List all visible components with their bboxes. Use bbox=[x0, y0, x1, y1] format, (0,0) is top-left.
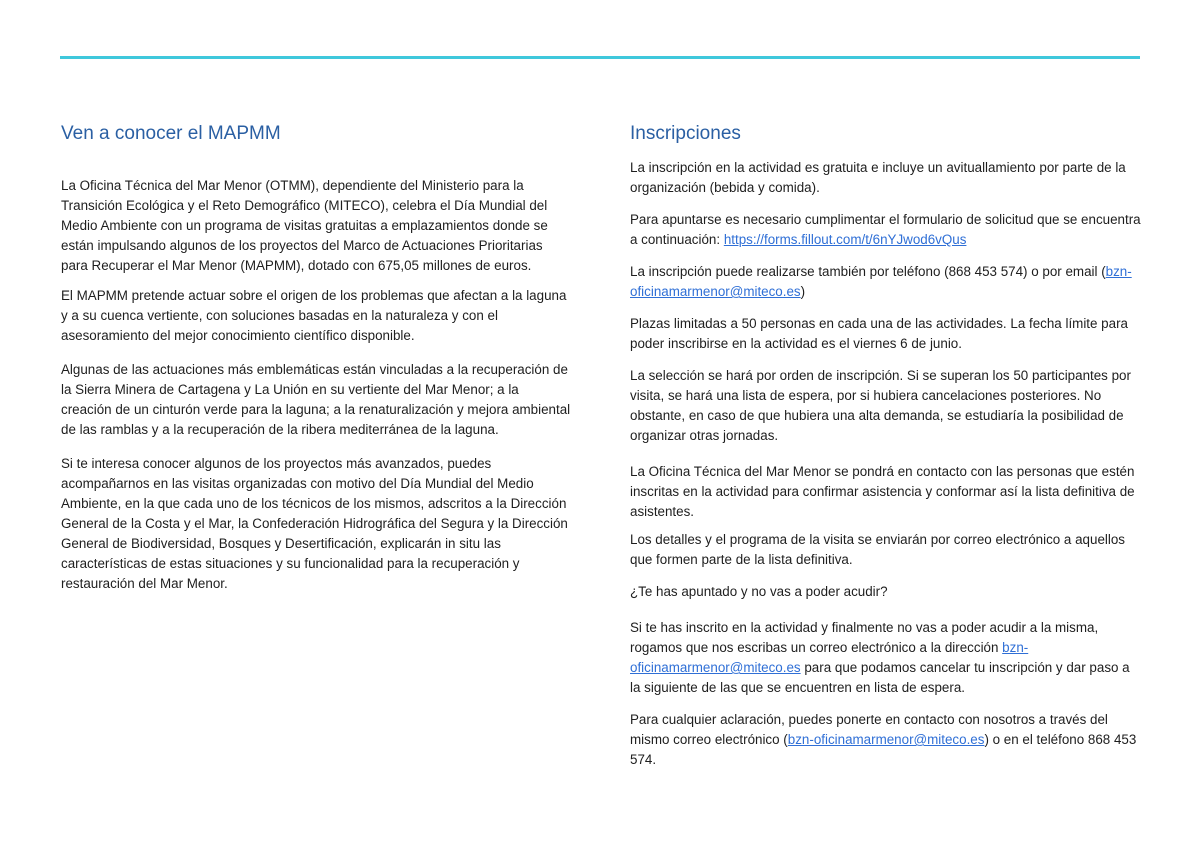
email-link[interactable]: bzn-oficinamarmenor@miteco.es bbox=[630, 264, 1132, 299]
paragraph-contact-confirmation: La Oficina Técnica del Mar Menor se pondrá en contacto con las personas que estén inscritas en la actividad para confirmar asistencia y conformar así la lista definitiva de asistentes. bbox=[630, 464, 1135, 519]
phone-email-end: ) bbox=[800, 284, 806, 299]
cancel-email-link[interactable]: bzn-oficinamarmenor@miteco.es bbox=[630, 640, 1029, 675]
section-heading-inscripciones: Inscripciones bbox=[630, 123, 741, 144]
clarification-text-end: ) o en el teléfono 868 453 574. bbox=[630, 732, 1137, 767]
paragraph-clarification bbox=[630, 710, 1142, 770]
paragraph-otmm-intro: La Oficina Técnica del Mar Menor (OTMM), dependiente del Ministerio para la Transición Ecológica y el Reto Demográfico (MITECO), celebra el Día Mundial del Medio Ambiente con un programa de visitas gratuitas a emplazamientos donde se están impulsando algunos de los proyectos del Marco de Actuaciones Prioritarias para Recuperar el Mar Menor (MAPMM), dotado con 675,05 millones de euros. bbox=[61, 178, 548, 273]
phone-email-text: La inscripción puede realizarse también por teléfono (868 453 574) o por email ( bbox=[630, 264, 1106, 279]
paragraph-selection: La selección se hará por orden de inscripción. Si se superan los 50 participantes por visita, se hará una lista de espera, por si hubiera cancelaciones posteriores. No obstante, en caso de que hubiera una alta demanda, se estudiaría la posibilidad de organizar otras jornadas. bbox=[630, 368, 1131, 443]
paragraph-mapmm-goal: El MAPMM pretende actuar sobre el origen de los problemas que afectan a la laguna y a su cuenca vertiente, con soluciones basadas en la naturaleza y con el asesoramiento del mejor conocimiento científico disponible. bbox=[61, 288, 567, 343]
paragraph-form bbox=[630, 210, 1142, 250]
paragraph-details: Los detalles y el programa de la visita se enviarán por correo electrónico a aquellos que formen parte de la lista definitiva. bbox=[630, 532, 1125, 567]
cancel-text: Si te has inscrito en la actividad y finalmente no vas a poder acudir a la misma, rogamos que nos escribas un correo electrónico a la dirección bbox=[630, 620, 1099, 655]
form-link[interactable]: https://forms.fillout.com/t/6nYJwod6vQus bbox=[723, 232, 967, 247]
right-column bbox=[630, 120, 1142, 782]
left-column bbox=[61, 120, 573, 604]
top-accent-rule bbox=[60, 56, 1140, 59]
paragraph-phone-email bbox=[630, 262, 1142, 302]
paragraph-question: ¿Te has apuntado y no vas a poder acudir? bbox=[630, 584, 888, 599]
paragraph-limited-places: Plazas limitadas a 50 personas en cada una de las actividades. La fecha límite para poder inscribirse en la actividad es el viernes 6 de junio. bbox=[630, 316, 1128, 351]
paragraph-visits: Si te interesa conocer algunos de los proyectos más avanzados, puedes acompañarnos en las visitas organizadas con motivo del Día Mundial del Medio Ambiente, en la que cada uno de los técnicos de los mismos, adscritos a la Dirección General de la Costa y el Mar, la Confederación Hidrográfica del Segura y la Dirección General de Biodiversidad, Bosques y Desertificación, explicarán in situ las características de estas situaciones y su funcionalidad para la recuperación y restauración del Mar Menor. bbox=[61, 456, 568, 591]
clarification-text: Para cualquier aclaración, puedes ponerte en contacto con nosotros a través del mismo correo electrónico ( bbox=[630, 712, 1108, 747]
paragraph-actions: Algunas de las actuaciones más emblemáticas están vinculadas a la recuperación de la Sierra Minera de Cartagena y La Unión en su vertiente del Mar Menor; a la creación de un cinturón verde para la laguna; a la renaturalización y mejora ambiental de las ramblas y a la recuperación de la ribera mediterránea de la laguna. bbox=[61, 362, 571, 437]
form-text: Para apuntarse es necesario cumplimentar el formulario de solicitud que se encuentra a continuación: bbox=[630, 212, 1141, 247]
paragraph-cancel bbox=[630, 618, 1142, 698]
clarification-email-link[interactable]: bzn-oficinamarmenor@miteco.es bbox=[787, 732, 985, 747]
paragraph-free-registration: La inscripción en la actividad es gratuita e incluye un avituallamiento por parte de la organización (bebida y comida). bbox=[630, 160, 1126, 195]
cancel-text-end: para que podamos cancelar tu inscripción y dar paso a la siguiente de las que se encuentren en lista de espera. bbox=[630, 660, 1130, 695]
section-heading-mapmm: Ven a conocer el MAPMM bbox=[61, 123, 281, 144]
